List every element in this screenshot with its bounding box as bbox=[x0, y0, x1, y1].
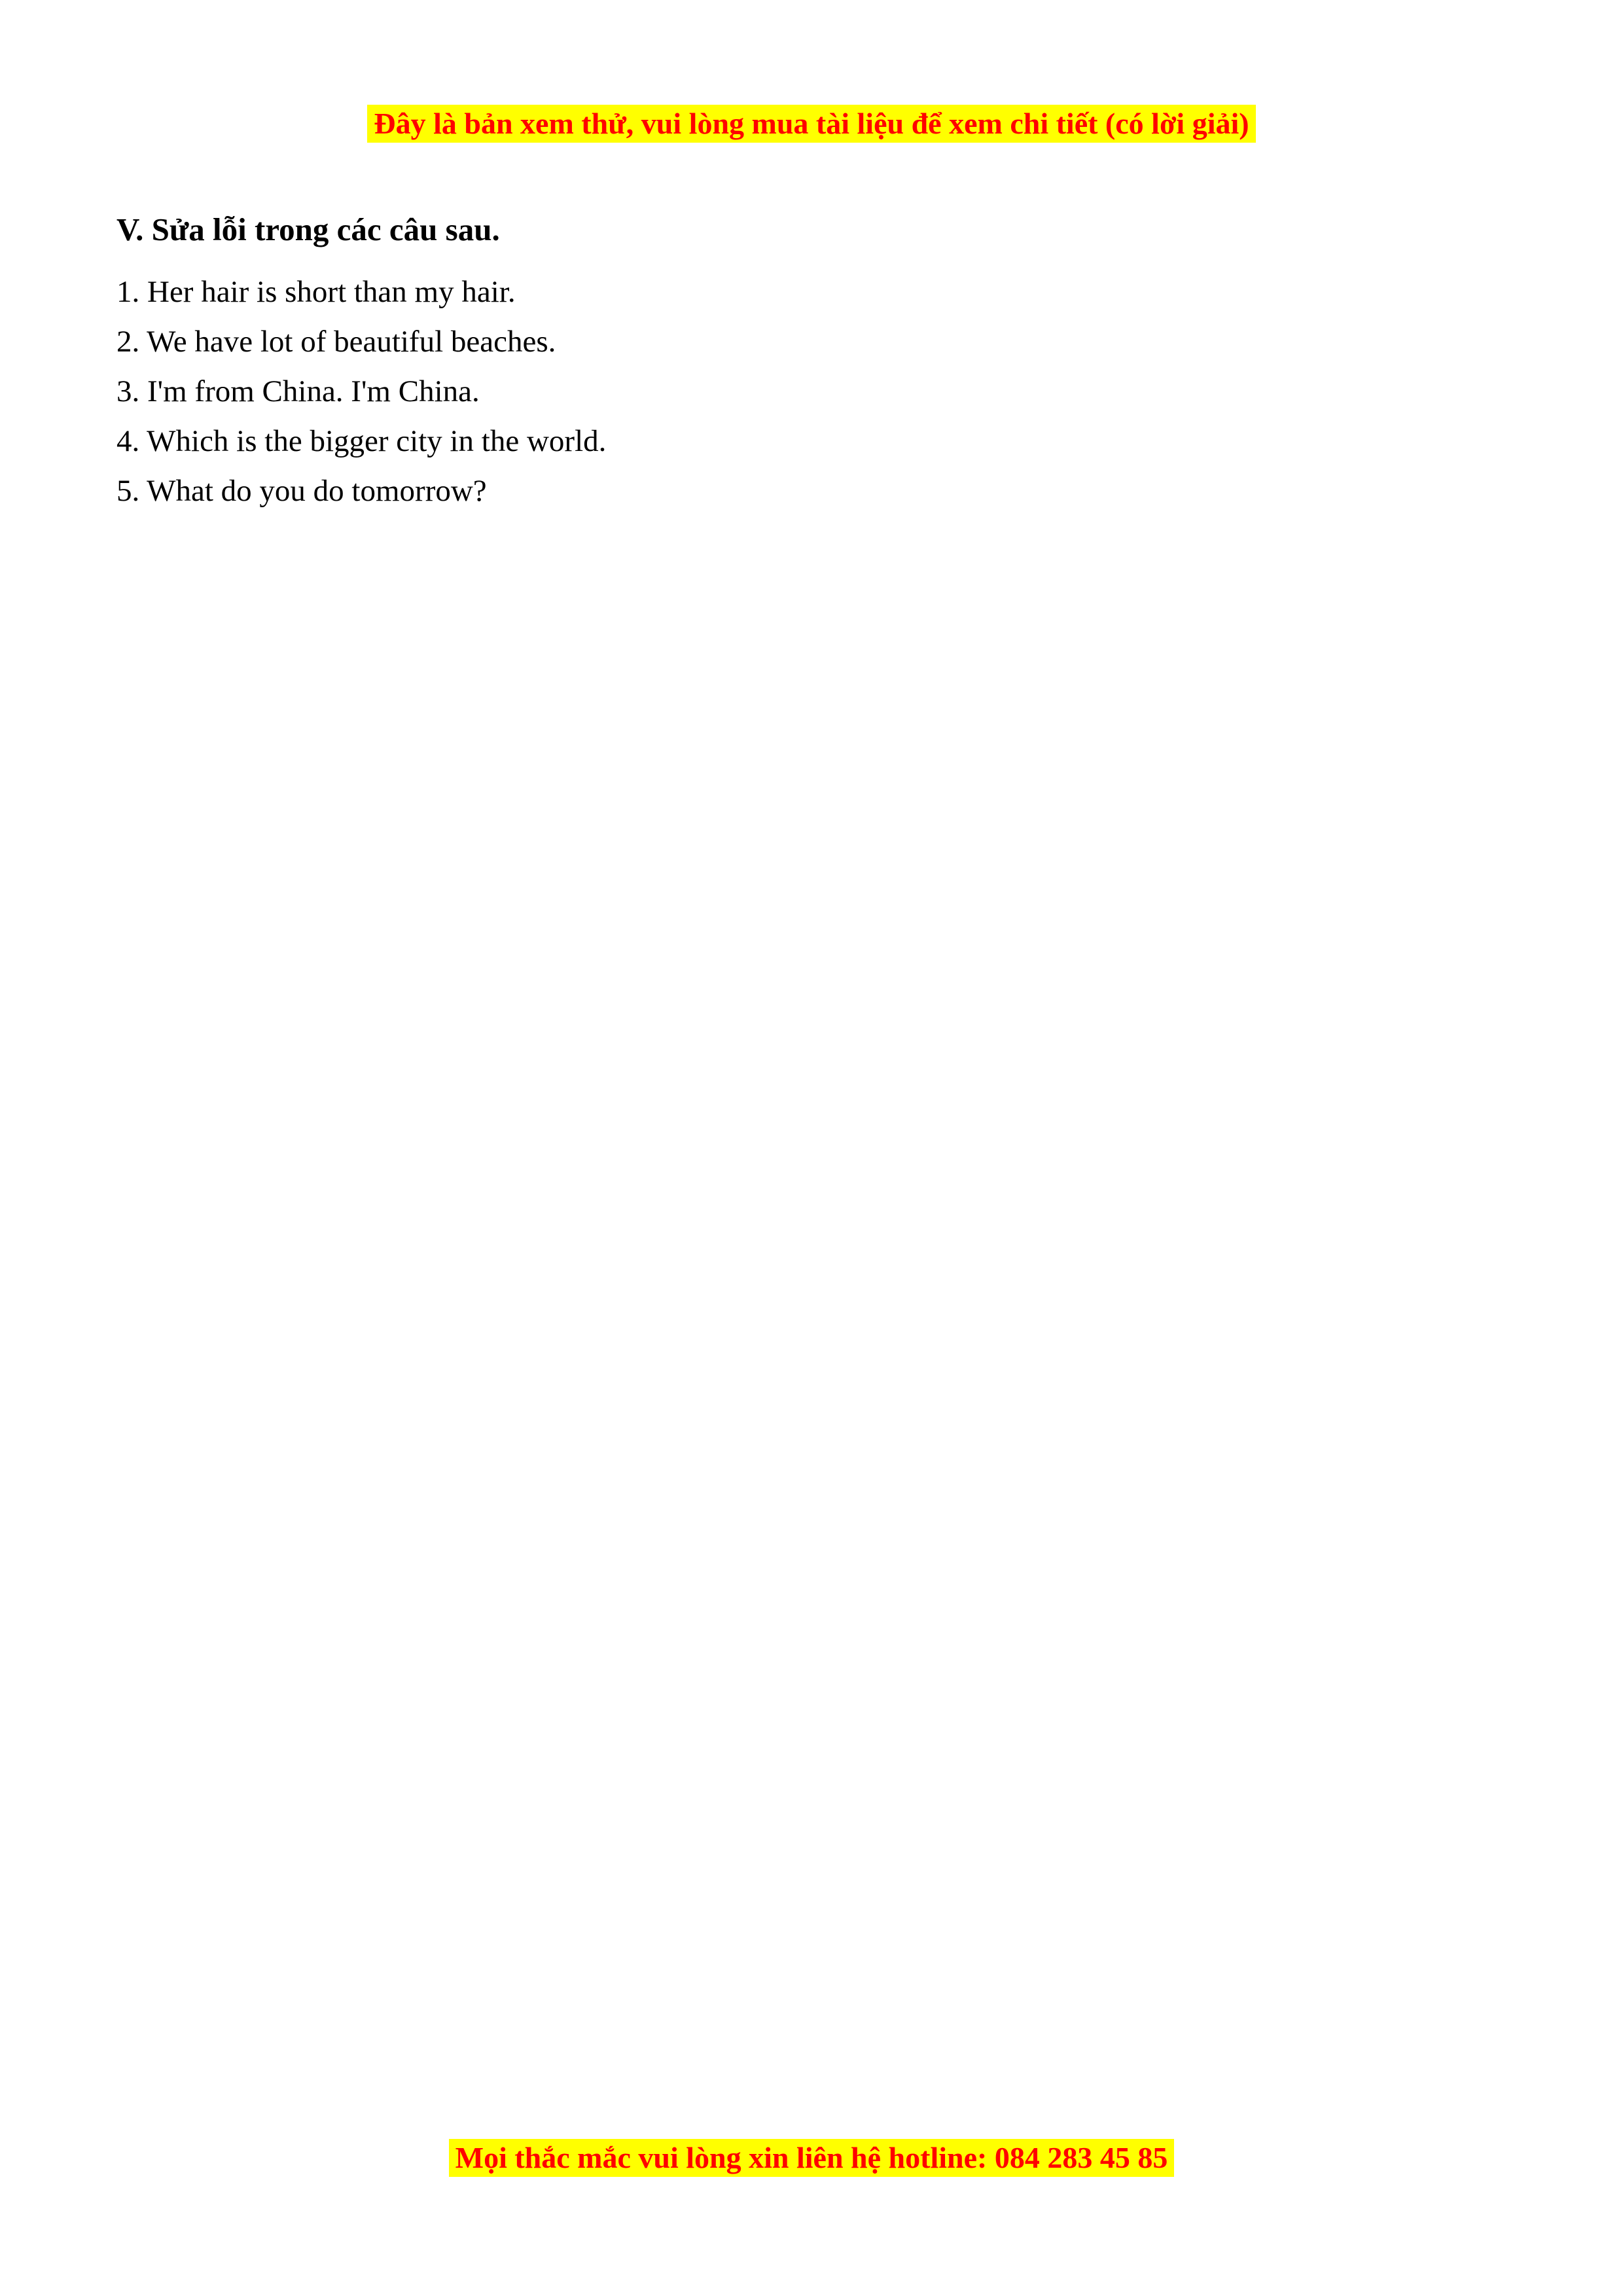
exercise-sentence-5: 5. What do you do tomorrow? bbox=[116, 474, 487, 508]
exercise-sentence-2: 2. We have lot of beautiful beaches. bbox=[116, 325, 556, 359]
preview-notice: Đây là bản xem thử, vui lòng mua tài liệu để xem chi tiết (có lời giải) bbox=[367, 105, 1255, 143]
exercise-sentence-3: 3. I'm from China. I'm China. bbox=[116, 374, 480, 408]
footer-notice-row bbox=[0, 2139, 1623, 2177]
exercise-section bbox=[116, 211, 1507, 516]
header-notice-row bbox=[0, 105, 1623, 143]
exercise-sentence-1: 1. Her hair is short than my hair. bbox=[116, 275, 516, 309]
section-heading: V. Sửa lỗi trong các câu sau. bbox=[116, 211, 500, 247]
exercise-sentence-4: 4. Which is the bigger city in the world. bbox=[116, 424, 607, 458]
hotline-notice: Mọi thắc mắc vui lòng xin liên hệ hotline: 084 283 45 85 bbox=[449, 2139, 1175, 2177]
